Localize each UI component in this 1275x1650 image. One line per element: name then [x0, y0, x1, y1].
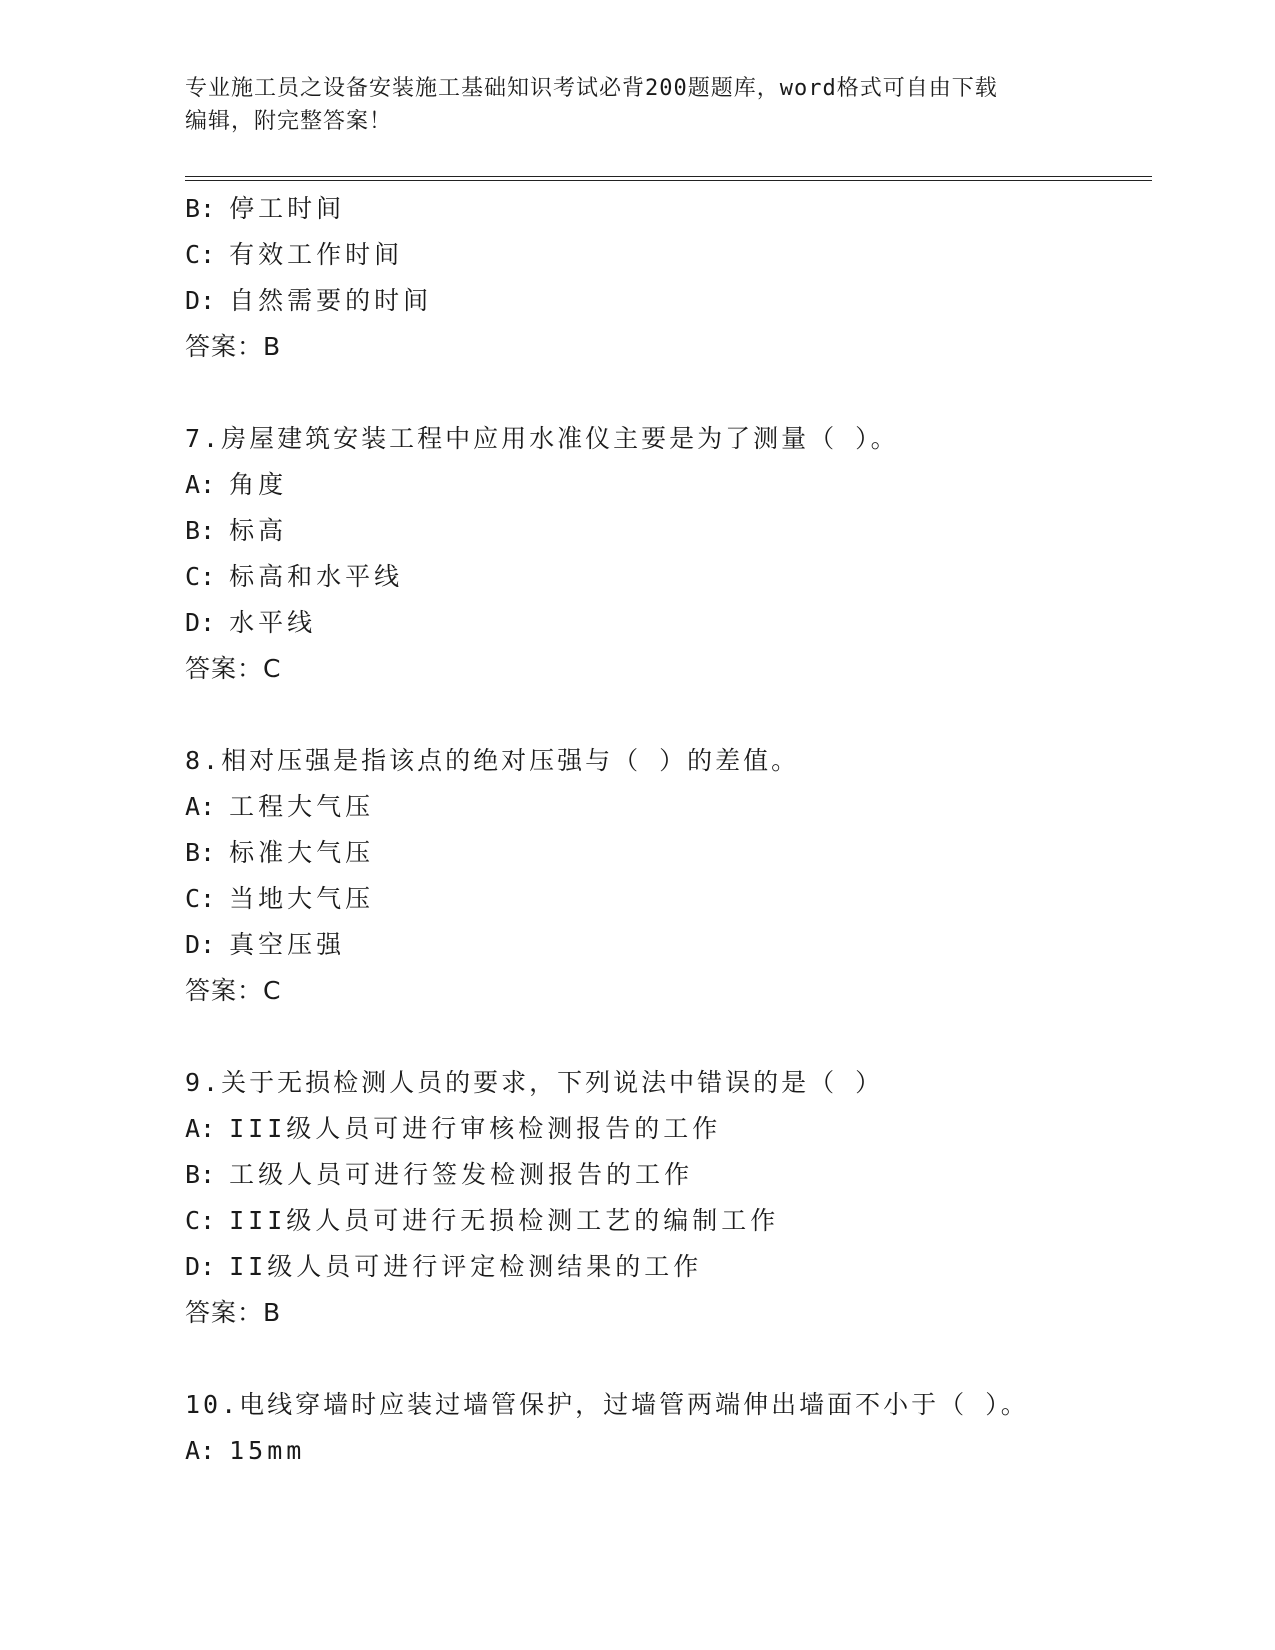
option-a: A: 角度 — [185, 470, 288, 499]
question-8 — [185, 738, 1152, 1014]
answer: 答案：B — [185, 332, 282, 361]
answer: 答案：B — [185, 1298, 282, 1327]
question-text: 10.电线穿墙时应装过墙管保护，过墙管两端伸出墙面不小于（ ）。 — [185, 1390, 1029, 1419]
option-c: C: 有效工作时间 — [185, 240, 404, 269]
header-title-line1: 专业施工员之设备安装施工基础知识考试必背200题题库，word格式可自由下载 — [185, 76, 998, 101]
question-7 — [185, 416, 1152, 692]
option-b: B: 停工时间 — [185, 194, 346, 223]
question-text: 9.关于无损检测人员的要求，下列说法中错误的是（ ） — [185, 1068, 884, 1097]
option-c: C: III级人员可进行无损检测工艺的编制工作 — [185, 1206, 780, 1235]
question-text: 8.相对压强是指该点的绝对压强与（ ）的差值。 — [185, 746, 800, 775]
header-divider — [185, 176, 1152, 181]
answer: 答案：C — [185, 654, 282, 683]
question-list — [185, 186, 1152, 1474]
answer: 答案：C — [185, 976, 282, 1005]
option-c: C: 标高和水平线 — [185, 562, 404, 591]
option-b: B: 标准大气压 — [185, 838, 375, 867]
question-6-partial — [185, 186, 1152, 370]
option-c: C: 当地大气压 — [185, 884, 375, 913]
question-9 — [185, 1060, 1152, 1336]
option-a: A: 工程大气压 — [185, 792, 375, 821]
option-d: D: 水平线 — [185, 608, 317, 637]
question-10 — [185, 1382, 1152, 1474]
option-b: B: 标高 — [185, 516, 288, 545]
document-header — [185, 72, 1085, 138]
question-text: 7.房屋建筑安装工程中应用水准仪主要是为了测量（ ）。 — [185, 424, 899, 453]
option-d: D: 自然需要的时间 — [185, 286, 433, 315]
option-a: A: 15mm — [185, 1436, 306, 1465]
option-d: D: 真空压强 — [185, 930, 346, 959]
header-title-line2: 编辑，附完整答案！ — [185, 109, 393, 134]
option-d: D: II级人员可进行评定检测结果的工作 — [185, 1252, 703, 1281]
option-a: A: III级人员可进行审核检测报告的工作 — [185, 1114, 722, 1143]
option-b: B: 工级人员可进行签发检测报告的工作 — [185, 1160, 694, 1189]
